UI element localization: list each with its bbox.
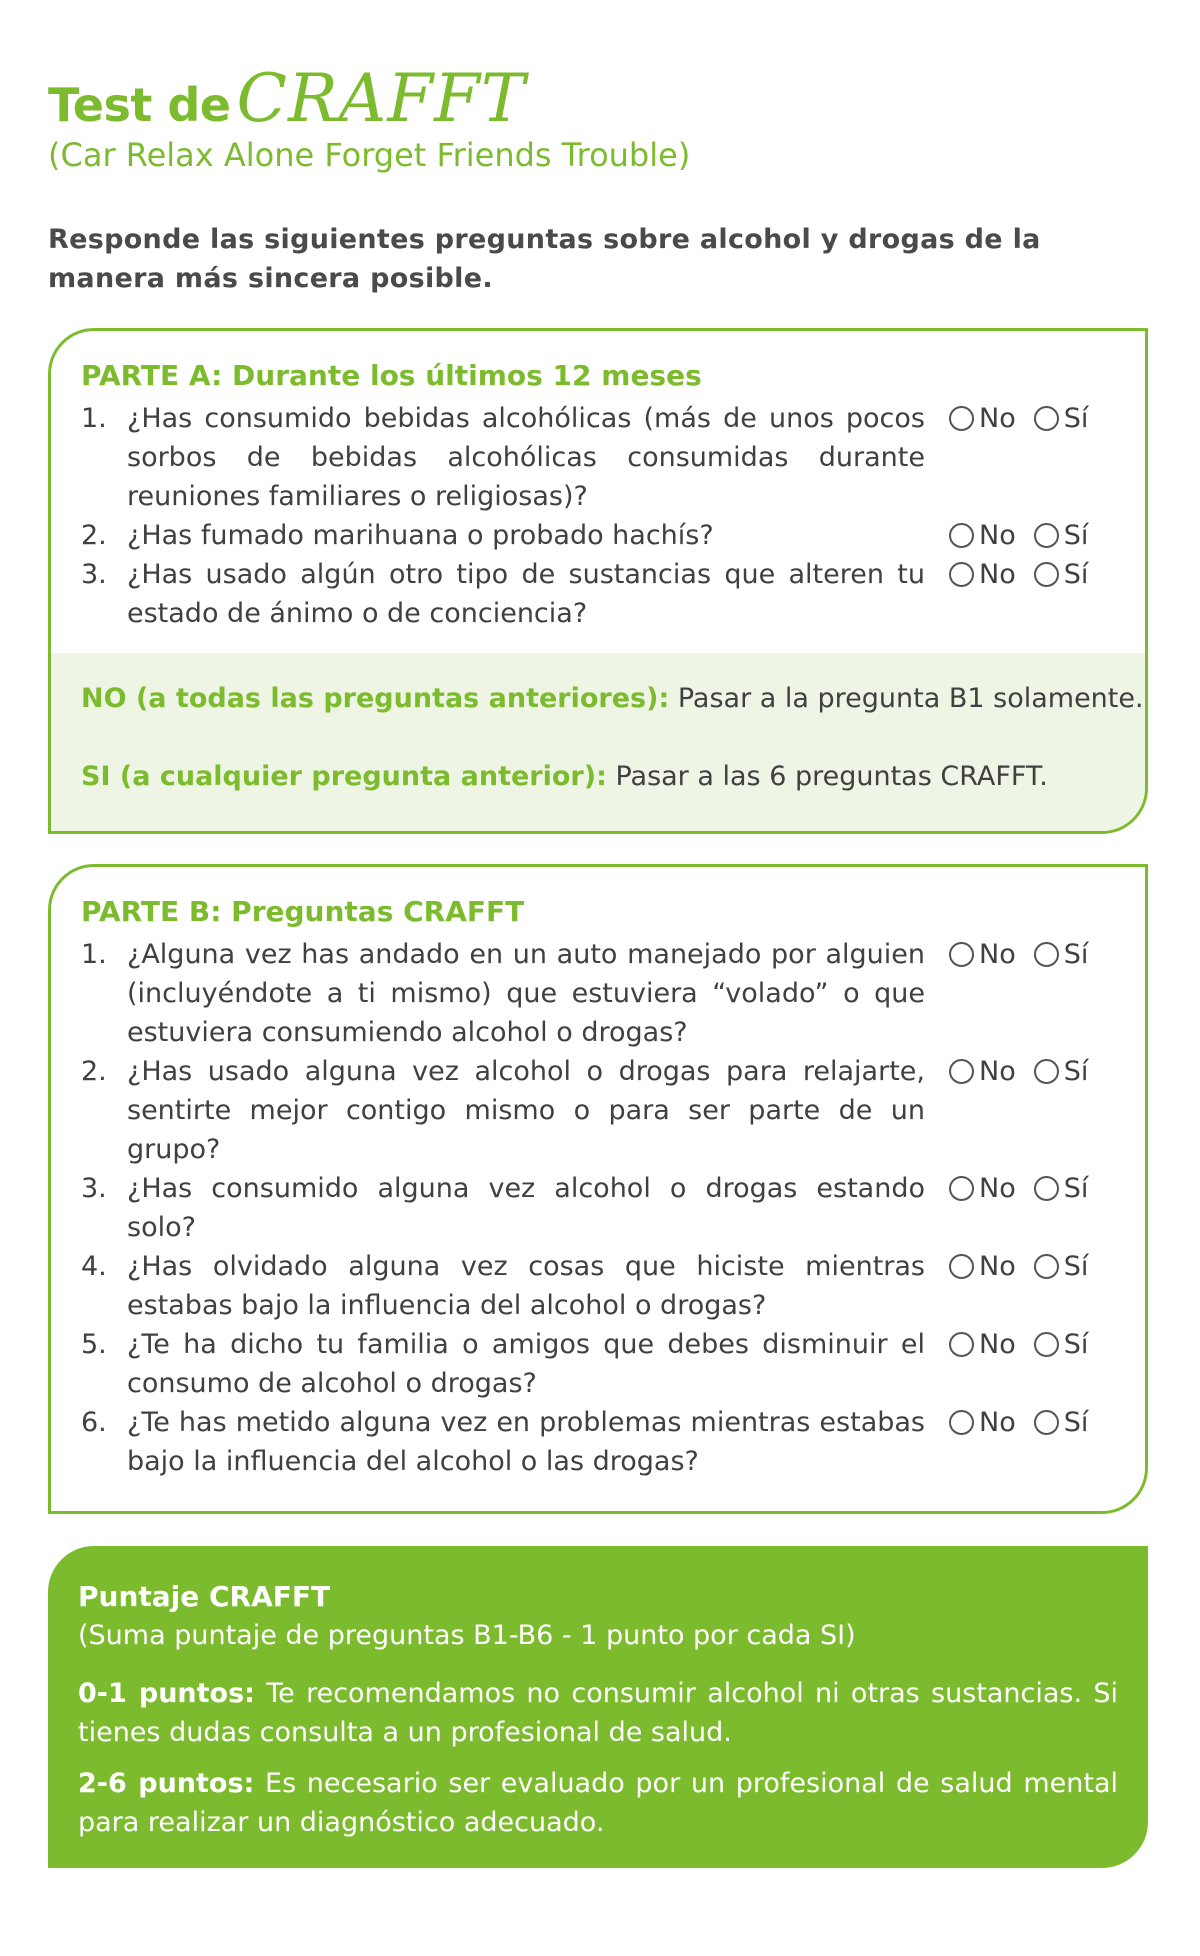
option-yes-label: Sí <box>1063 1056 1089 1087</box>
question-row <box>81 1325 1121 1403</box>
radio-no-icon[interactable] <box>949 406 974 431</box>
radio-no-icon[interactable] <box>949 942 974 967</box>
note-no-text: Pasar a la pregunta B1 solamente. <box>669 683 1144 714</box>
question-row <box>81 935 1121 1052</box>
answer-options <box>949 1169 1106 1208</box>
option-yes-label: Sí <box>1063 1251 1089 1282</box>
title-brand: CRAFFT <box>236 60 526 137</box>
question-text: ¿Has fumado marihuana o probado hachís? <box>127 520 714 551</box>
score-high-label: 2-6 puntos: <box>78 1768 255 1799</box>
radio-no-icon[interactable] <box>949 1254 974 1279</box>
part-a-heading: PARTE A: Durante los últimos 12 meses <box>81 359 702 392</box>
question-text: ¿Has usado alguna vez alcohol o drogas para relajarte, sentirte mejor contigo mismo o para ser parte de un grupo? <box>127 1056 925 1165</box>
radio-no-icon[interactable] <box>949 1059 974 1084</box>
question-number: 5. <box>81 1329 107 1360</box>
answer-options <box>949 516 1106 555</box>
score-section <box>48 1546 1148 1868</box>
radio-yes-icon[interactable] <box>1034 523 1059 548</box>
radio-yes-icon[interactable] <box>1034 1254 1059 1279</box>
option-yes[interactable] <box>1034 1403 1089 1442</box>
option-no-label: No <box>979 1329 1016 1360</box>
answer-options <box>949 1325 1106 1364</box>
score-title: Puntaje CRAFFT <box>78 1580 331 1613</box>
radio-yes-icon[interactable] <box>1034 1059 1059 1084</box>
option-yes-label: Sí <box>1063 559 1089 590</box>
radio-no-icon[interactable] <box>949 1332 974 1357</box>
option-no-label: No <box>979 1173 1016 1204</box>
page-title <box>48 60 526 140</box>
question-number: 1. <box>81 939 107 970</box>
question-row <box>81 1403 1121 1481</box>
part-a-note-band <box>51 653 1145 834</box>
question-text: ¿Has usado algún otro tipo de sustancias que alteren tu estado de ánimo o de conciencia? <box>127 559 925 629</box>
question-row <box>81 516 1121 555</box>
question-row <box>81 1247 1121 1325</box>
question-number: 3. <box>81 559 107 590</box>
score-high-text: Es necesario ser evaluado por un profesional de salud mental para realizar un diagnóstico adecuado. <box>78 1768 1118 1838</box>
question-text: ¿Has consumido bebidas alcohólicas (más de unos pocos sorbos de bebidas alcohólicas consumidas durante reuniones familiares o religiosas)? <box>127 403 925 512</box>
option-no[interactable] <box>949 399 1016 438</box>
option-yes[interactable] <box>1034 935 1089 974</box>
option-no[interactable] <box>949 1052 1016 1091</box>
option-no[interactable] <box>949 935 1016 974</box>
option-yes[interactable] <box>1034 555 1089 594</box>
option-yes[interactable] <box>1034 1052 1089 1091</box>
intro-text: Responde las siguientes preguntas sobre alcohol y drogas de la manera más sincera posible. <box>48 224 1041 294</box>
answer-options <box>949 399 1106 438</box>
option-no-label: No <box>979 1251 1016 1282</box>
option-no[interactable] <box>949 1403 1016 1442</box>
answer-options <box>949 935 1106 974</box>
question-row <box>81 399 1121 516</box>
part-b-heading: PARTE B: Preguntas CRAFFT <box>81 895 525 928</box>
radio-yes-icon[interactable] <box>1034 1332 1059 1357</box>
question-number: 2. <box>81 520 107 551</box>
radio-yes-icon[interactable] <box>1034 562 1059 587</box>
option-yes[interactable] <box>1034 399 1089 438</box>
option-no[interactable] <box>949 1169 1016 1208</box>
question-text: ¿Has consumido alguna vez alcohol o drogas estando solo? <box>127 1173 925 1243</box>
question-number: 1. <box>81 403 107 434</box>
score-low-range <box>78 1674 1118 1752</box>
option-no-label: No <box>979 1407 1016 1438</box>
part-a-note-no <box>81 683 1144 714</box>
question-row <box>81 555 1121 633</box>
radio-yes-icon[interactable] <box>1034 406 1059 431</box>
question-row <box>81 1169 1121 1247</box>
option-no-label: No <box>979 939 1016 970</box>
option-no-label: No <box>979 520 1016 551</box>
title-prefix: Test de <box>48 78 231 132</box>
question-number: 6. <box>81 1407 107 1438</box>
answer-options <box>949 555 1106 594</box>
option-yes-label: Sí <box>1063 939 1089 970</box>
part-b-questions <box>81 935 1121 1481</box>
option-yes-label: Sí <box>1063 1329 1089 1360</box>
note-no-label: NO (a todas las preguntas anteriores): <box>81 683 670 714</box>
note-yes-label: SI (a cualquier pregunta anterior): <box>81 761 607 792</box>
radio-no-icon[interactable] <box>949 1410 974 1435</box>
question-number: 2. <box>81 1056 107 1087</box>
option-no[interactable] <box>949 1247 1016 1286</box>
score-high-range <box>78 1764 1118 1842</box>
option-no[interactable] <box>949 516 1016 555</box>
question-text: ¿Alguna vez has andado en un auto manejado por alguien (incluyéndote a ti mismo) que estuviera “volado” o que estuviera consumiendo alcohol o drogas? <box>127 939 925 1048</box>
option-no[interactable] <box>949 555 1016 594</box>
option-yes[interactable] <box>1034 1325 1089 1364</box>
option-no[interactable] <box>949 1325 1016 1364</box>
score-low-text: Te recomendamos no consumir alcohol ni otras sustancias. Si tienes dudas consulta a un profesional de salud. <box>78 1678 1118 1748</box>
option-yes-label: Sí <box>1063 403 1089 434</box>
score-low-label: 0-1 puntos: <box>78 1678 255 1709</box>
question-number: 3. <box>81 1173 107 1204</box>
option-yes[interactable] <box>1034 1247 1089 1286</box>
option-no-label: No <box>979 1056 1016 1087</box>
page-subtitle: (Car Relax Alone Forget Friends Trouble) <box>48 136 691 174</box>
radio-yes-icon[interactable] <box>1034 942 1059 967</box>
question-text: ¿Te ha dicho tu familia o amigos que debes disminuir el consumo de alcohol o drogas? <box>127 1329 925 1399</box>
radio-yes-icon[interactable] <box>1034 1176 1059 1201</box>
option-yes-label: Sí <box>1063 520 1089 551</box>
part-a-note-yes <box>81 761 1048 792</box>
part-b-section <box>48 864 1148 1514</box>
question-number: 4. <box>81 1251 107 1282</box>
radio-no-icon[interactable] <box>949 562 974 587</box>
answer-options <box>949 1247 1106 1286</box>
option-no-label: No <box>979 403 1016 434</box>
question-text: ¿Has olvidado alguna vez cosas que hiciste mientras estabas bajo la influencia del alcohol o drogas? <box>127 1251 925 1321</box>
part-a-questions <box>81 399 1121 633</box>
radio-yes-icon[interactable] <box>1034 1410 1059 1435</box>
answer-options <box>949 1052 1106 1091</box>
radio-no-icon[interactable] <box>949 1176 974 1201</box>
note-yes-text: Pasar a las 6 preguntas CRAFFT. <box>606 761 1048 792</box>
option-yes[interactable] <box>1034 516 1089 555</box>
option-yes-label: Sí <box>1063 1173 1089 1204</box>
question-text: ¿Te has metido alguna vez en problemas mientras estabas bajo la influencia del alcohol o las drogas? <box>127 1407 925 1477</box>
question-row <box>81 1052 1121 1169</box>
option-yes[interactable] <box>1034 1169 1089 1208</box>
answer-options <box>949 1403 1106 1442</box>
option-no-label: No <box>979 559 1016 590</box>
score-subtitle: (Suma puntaje de preguntas B1-B6 - 1 punto por cada SI) <box>78 1620 856 1651</box>
radio-no-icon[interactable] <box>949 523 974 548</box>
option-yes-label: Sí <box>1063 1407 1089 1438</box>
part-a-section <box>48 328 1148 834</box>
